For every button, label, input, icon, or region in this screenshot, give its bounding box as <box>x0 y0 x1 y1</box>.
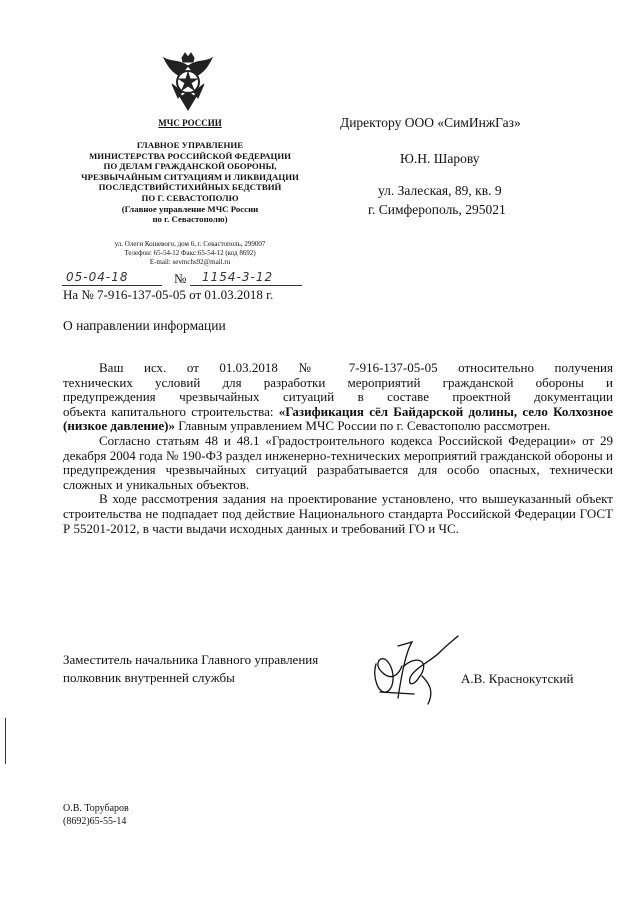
recipient-city: г. Симферополь, 295021 <box>368 202 506 217</box>
signatory-rank: полковник внутренней службы <box>63 670 235 685</box>
p1-line: предупреждения чрезвычайных ситуаций в составе проектной документации <box>63 389 613 405</box>
contact-phone: Телефон: 65-54-12 Факс:65-54-12 (код 8692) <box>124 249 256 257</box>
p1-lead: объекта капитального строительства: <box>63 403 274 419</box>
signatory-title <box>63 651 318 687</box>
signature-mark <box>368 632 468 712</box>
sender-header-line: МИНИСТЕРСТВА РОССИЙСКОЙ ФЕДЕРАЦИИ <box>88 150 291 161</box>
signatory-name: А.В. Краснокутский <box>461 671 574 686</box>
contact-address: ул. Олеги Кошевого, дом 6, г. Севастополь, 299007 <box>114 240 266 248</box>
outgoing-number-line <box>62 270 312 288</box>
letter-body <box>63 361 613 536</box>
paragraph-2: Согласно статьям 48 и 48.1 «Градостроительного кодекса Российской Федерации» от 29 декабря 2004 года № 190-ФЗ раздел инженерно-технических мероприятий гражданской обороны и предупреждения чрезвычайных ситуаций разрабатывается для особо опасных, технически сложных и уникальных объектов. <box>63 432 613 492</box>
p1-end: Главным управлением МЧС России по <box>178 418 394 434</box>
underline <box>190 285 302 286</box>
sender-header <box>60 140 320 225</box>
contact-email: E-mail: sevmchs92@mail.ru <box>149 258 231 266</box>
sender-header-line: ГЛАВНОЕ УПРАВЛЕНИЕ <box>136 140 244 150</box>
sender-contact <box>70 240 310 267</box>
recipient-name: Ю.Н. Шарову <box>400 151 480 166</box>
object-name: «Газификация сёл Байдарской долины, село Колхозное (низкое давление)» <box>63 403 613 434</box>
recipient-street: ул. Залеская, 89, кв. 9 <box>378 183 502 198</box>
underline <box>62 285 162 286</box>
outgoing-no-label: № <box>174 271 187 286</box>
sender-header-line: ПО ДЕЛАМ ГРАЖДАНСКОЙ ОБОРОНЫ, <box>103 161 277 172</box>
subject: О направлении информации <box>63 318 226 333</box>
recipient-line: Директору ООО «СимИнжГаз» <box>340 115 521 130</box>
emblem-logo <box>158 52 218 114</box>
handwritten-number: 1154-3-12 <box>202 270 274 284</box>
signatory-position: Заместитель начальника Главного управления <box>63 652 319 667</box>
sender-header-line: (Главное управление МЧС России <box>121 203 259 214</box>
p1-line <box>63 405 613 434</box>
handwritten-date: 05-04-18 <box>66 270 129 284</box>
sender-header-line: ПО Г. СЕВАСТОПОЛЮ <box>141 192 239 203</box>
paragraph-1 <box>63 361 613 434</box>
sender-header-line: ПОСЛЕДСТВИЙСТИХИЙНЫХ БЕДСТВИЙ <box>98 182 282 193</box>
margin-mark <box>5 718 6 764</box>
reference-line: На № 7-916-137-05-05 от 01.03.2018 г. <box>63 287 274 302</box>
executor-name: О.В. Торубаров <box>63 803 129 814</box>
executor-phone: (8692)65-55-14 <box>63 816 127 827</box>
paragraph-3: В ходе рассмотрения задания на проектирование установлено, что вышеуказанный объект строительства не подпадает под действие Национального стандарта Российской Федерации ГОСТ Р 55201-2012, в части выдачи исходных данных и требований ГО и ЧС. <box>63 491 613 536</box>
sender-header-line: ЧРЕЗВЫЧАЙНЫМ СИТУАЦИЯМ И ЛИКВИДАЦИИ <box>81 171 299 182</box>
p1-line: Ваш исх. от 01.03.2018 № 7-916-137-05-05 относительно получения <box>99 360 613 375</box>
executor-block <box>63 802 129 828</box>
emblem-label: МЧС РОССИИ <box>158 118 222 128</box>
sender-header-line: по г. Севастополю) <box>152 214 228 225</box>
p1-end-2: г. Севастополю рассмотрен. <box>396 418 551 434</box>
p1-line: технических условий для разработки мероприятий гражданской обороны и <box>63 374 613 390</box>
